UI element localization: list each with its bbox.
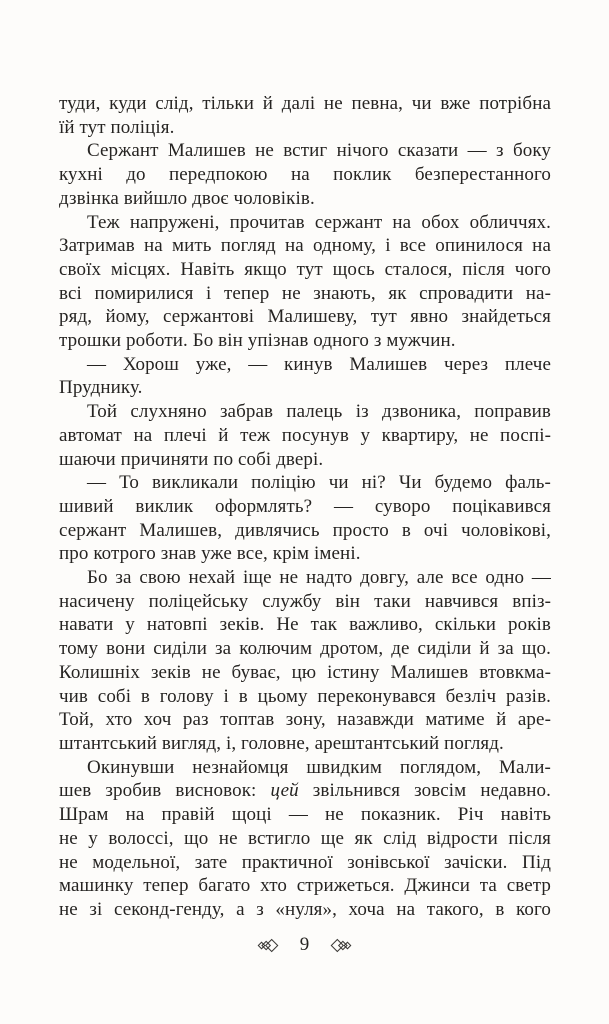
text-line: Сержант Малишев не встиг нічого сказати — з боку <box>87 140 551 162</box>
text-line: штантський вигляд, і, головне, арештантський погляд. <box>59 732 504 754</box>
diamond-ornament-left-icon <box>256 938 280 953</box>
text-line: про котрого знав уже все, крім імені. <box>59 543 361 565</box>
text-line: шивий виклик оформлять? — суворо поцікавився <box>59 495 551 517</box>
text-line: шев зробив висновок: цей звільнився зовсім недавно. <box>59 780 551 802</box>
text-line: шаючи причиняти по собі двері. <box>59 448 324 470</box>
text-line: Бо за свою нехай іще не надто довгу, але все одно — <box>87 567 551 589</box>
page-number: 9 <box>299 934 310 955</box>
text-line: автомат на плечі й теж посунув у квартиру, не поспі- <box>59 424 551 446</box>
text-line: всі помирилися і тепер не знають, як спровадити на- <box>59 282 551 304</box>
text-line: — То викликали поліцію чи ні? Чи будемо фаль- <box>87 472 551 494</box>
text-line: Той, хто хоч раз топтав зону, назавжди матиме й аре- <box>59 709 551 731</box>
text-line: дзвінка вийшло двоє чоловіків. <box>59 187 315 209</box>
text-line: сержант Малишев, дивлячись просто в очі чоловікові, <box>59 519 551 541</box>
text-line: Теж напружені, прочитав сержант на обох обличчях. <box>87 211 551 233</box>
text-line: навати у натовпі зеків. Не так важливо, скільки років <box>59 614 551 636</box>
text-line: Окинувши незнайомця швидким поглядом, Мали- <box>87 756 551 778</box>
text-line: не зі секонд-генду, а з «нуля», хоча на такого, в кого <box>59 898 551 920</box>
text-line: кухні до передпокою на поклик безперестанного <box>59 164 551 186</box>
text-line: — Хорош уже, — кинув Малишев через плече <box>87 353 551 375</box>
text-line: не модельної, зате практичної зонівської зачіски. Під <box>59 851 551 873</box>
text-line: Затримав на мить погляд на одному, і все опинилося на <box>59 235 551 257</box>
text-block <box>59 92 551 922</box>
text-line: Той слухняно забрав палець із дзвоника, поправив <box>87 401 551 423</box>
text-line: Пруднику. <box>59 377 143 399</box>
text-line: насичену поліцейську службу він таки навчився впіз- <box>59 590 551 612</box>
text-line: Колишніх зеків не буває, цю істину Малишев втовкма- <box>59 661 551 683</box>
text-line: ряд, йому, сержантові Малишеву, тут явно знайдеться <box>59 306 551 328</box>
text-line: Шрам на правій щоці — не показник. Річ навіть <box>59 804 551 826</box>
text-line: своїх місцях. Навіть якщо тут щось сталося, після чого <box>59 258 551 280</box>
text-line: туди, куди слід, тільки й далі не певна, чи вже потрібна <box>59 93 551 114</box>
text-line: чив собі в голову і в цьому переконувався безліч разів. <box>59 685 551 707</box>
text-line: їй тут поліція. <box>59 116 175 138</box>
diamond-ornament-right-icon <box>329 938 353 953</box>
text-line: трошки роботи. Бо він упізнав одного з мужчин. <box>59 330 456 352</box>
text-line: машинку тепер багато хто стрижеться. Джинси та светр <box>59 875 551 897</box>
page-footer <box>0 934 609 956</box>
text-line: тому вони сиділи за колючим дротом, де сиділи й за що. <box>59 638 551 660</box>
text-line: не у волоссі, що не встигло ще як слід відрости після <box>59 827 551 849</box>
